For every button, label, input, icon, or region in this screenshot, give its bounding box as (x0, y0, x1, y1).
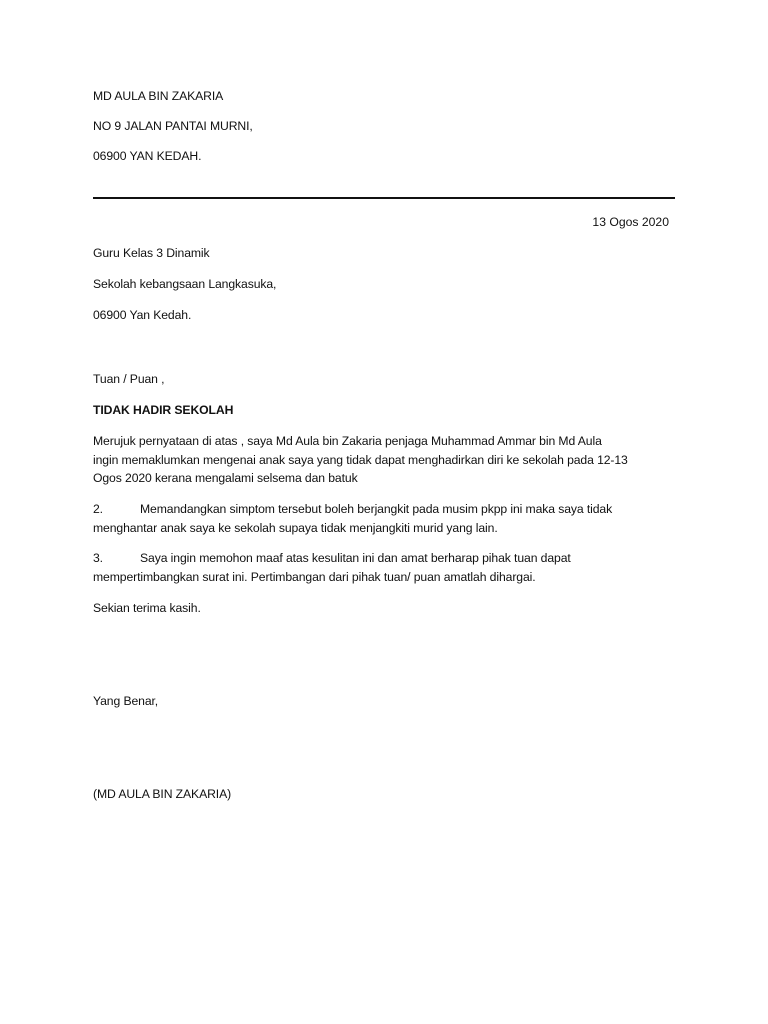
paragraph3-text: Saya ingin memohon maaf atas kesulitan ini dan amat berharap pihak tuan dapat (140, 551, 571, 565)
paragraph1-line: Merujuk pernyataan di atas , saya Md Aula bin Zakaria penjaga Muhammad Ammar bin Md Aula (93, 434, 602, 448)
recipient-line3: 06900 Yan Kedah. (93, 308, 192, 322)
paragraph2-line (93, 502, 612, 516)
salutation: Tuan / Puan , (93, 372, 165, 386)
paragraph3-number: 3. (93, 551, 103, 565)
sender-name: MD AULA BIN ZAKARIA (93, 89, 224, 103)
recipient-line1: Guru Kelas 3 Dinamik (93, 246, 210, 260)
signoff-text: Yang Benar, (93, 694, 159, 708)
sender-address-line1: NO 9 JALAN PANTAI MURNI, (93, 119, 253, 133)
paragraph3-line: mempertimbangkan surat ini. Pertimbangan dari pihak tuan/ puan amatlah dihargai. (93, 570, 536, 584)
paragraph1-line: ingin memaklumkan mengenai anak saya yang tidak dapat menghadirkan diri ke sekolah pada 12-13 (93, 453, 628, 467)
recipient-line2: Sekolah kebangsaan Langkasuka, (93, 277, 277, 291)
sender-address-line2: 06900 YAN KEDAH. (93, 149, 202, 163)
paragraph2-text: Memandangkan simptom tersebut boleh berjangkit pada musim pkpp ini maka saya tidak (140, 502, 613, 516)
closing-text: Sekian terima kasih. (93, 601, 201, 615)
letter-date: 13 Ogos 2020 (592, 215, 669, 229)
header-divider (93, 197, 675, 199)
paragraph2-number: 2. (93, 502, 103, 516)
signature-name: (MD AULA BIN ZAKARIA) (93, 787, 232, 801)
subject-heading: TIDAK HADIR SEKOLAH (93, 403, 234, 417)
paragraph1-line: Ogos 2020 kerana mengalami selsema dan batuk (93, 471, 358, 485)
paragraph2-line: menghantar anak saya ke sekolah supaya tidak menjangkiti murid yang lain. (93, 521, 498, 535)
paragraph3-line (93, 551, 571, 565)
